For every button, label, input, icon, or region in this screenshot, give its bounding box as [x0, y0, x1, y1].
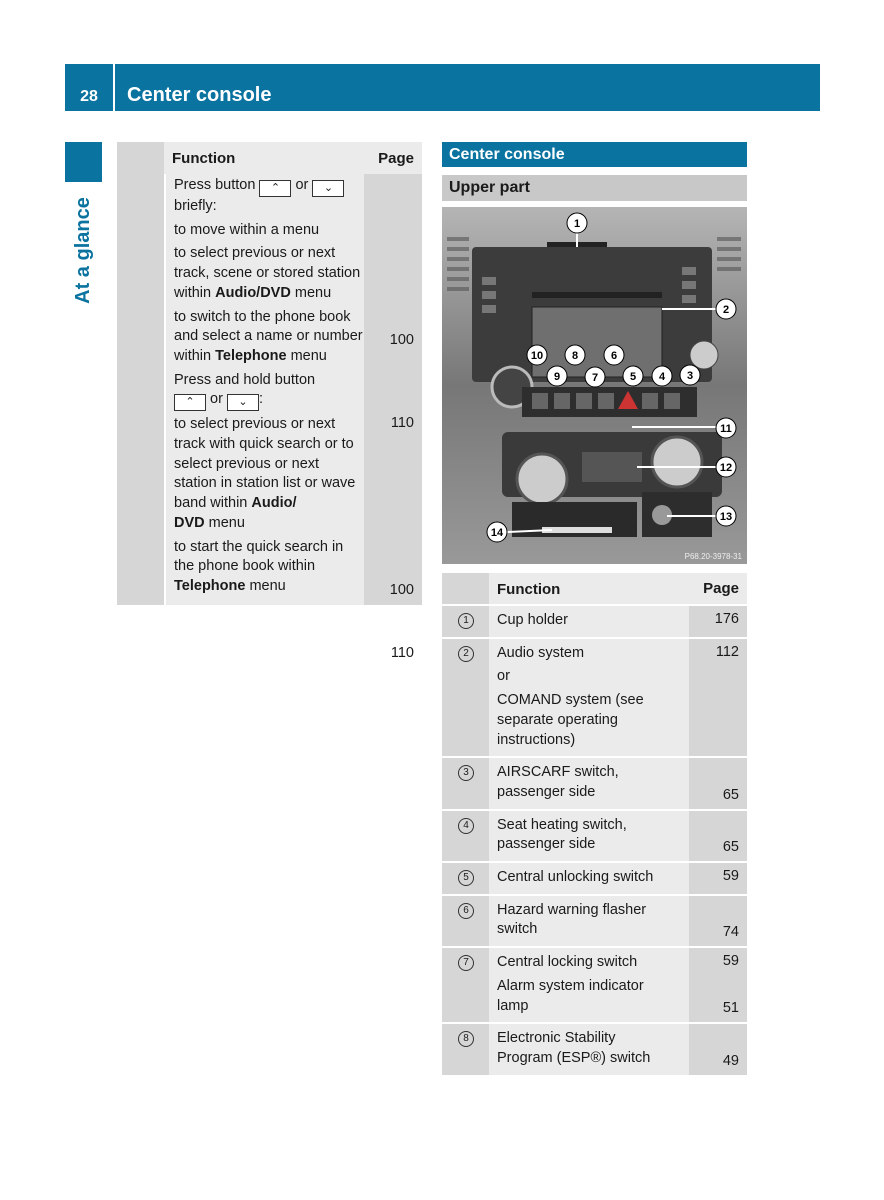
callout-4 [652, 366, 672, 386]
col-function: Function [489, 573, 689, 604]
down-button-icon: ⌄ [312, 180, 344, 197]
up-button-icon: ⌃ [259, 180, 291, 197]
callout-number: 6 [458, 903, 474, 919]
header-bar [65, 64, 820, 111]
callout-number: 4 [458, 818, 474, 834]
callout-8 [565, 345, 585, 365]
callout-label: 9 [553, 371, 561, 383]
photo-code: P68.20-3978-31 [684, 552, 742, 561]
callout-number: 8 [458, 1031, 474, 1047]
callout-label: 10 [530, 350, 544, 362]
callout-label: 7 [591, 372, 599, 384]
center-console-photo [442, 207, 747, 564]
page-ref: 49 [722, 1052, 739, 1069]
table-row: 8 Electronic Stability Program (ESP®) switch 49 [442, 1024, 747, 1076]
page-ref: 112 [715, 643, 739, 660]
subsection-title: Upper part [442, 175, 747, 201]
page-ref: 100 [389, 582, 414, 598]
callout-label: 4 [658, 371, 666, 383]
side-tab [68, 190, 98, 310]
page-title: Center console [127, 84, 272, 106]
callout-label: 2 [722, 304, 730, 316]
callout-7 [585, 367, 605, 387]
page-number: 28 [65, 64, 115, 111]
callout-label: 13 [719, 511, 733, 523]
list-item: to select previous or next track with quick search or to select previous or next station in station list or wave band within Audio/ DVD menu [174, 416, 356, 531]
callout-label: 3 [686, 370, 694, 382]
table-row: 4 Seat heating switch, passenger side 65 [442, 811, 747, 863]
section-title: Center console [442, 142, 747, 167]
callout-label: 14 [490, 527, 504, 539]
page-ref: 176 [714, 611, 739, 627]
callout-6 [604, 345, 624, 365]
callout-number: 2 [458, 646, 474, 662]
table-row: 7 Central locking switch Alarm system indicator lamp 59 51 [442, 948, 747, 1024]
left-function-table [117, 142, 422, 661]
list-item: to move within a menu [174, 221, 320, 238]
table-row: 5 Central unlocking switch 59 [442, 863, 747, 896]
left-table-body [117, 174, 422, 661]
callout-label: 12 [719, 462, 733, 474]
callout-number: 7 [458, 955, 474, 971]
page-ref: 51 [722, 1000, 739, 1017]
page-ref: 110 [390, 645, 414, 661]
right-function-table [442, 573, 747, 1077]
callout-label: 6 [610, 350, 618, 362]
table-row: 6 Hazard warning flasher switch 74 [442, 896, 747, 948]
page-ref: 65 [722, 839, 739, 856]
right-table-header [442, 573, 747, 606]
callout-label: 1 [573, 218, 581, 230]
callout-number: 3 [458, 765, 474, 781]
col-page: Page [689, 573, 747, 604]
callout-number: 1 [458, 613, 474, 629]
table-row: 1 Cup holder 176 [442, 606, 747, 639]
page-ref: 65 [722, 786, 739, 803]
up-button-icon: ⌃ [174, 394, 206, 411]
callout-label: 5 [629, 371, 637, 383]
page-ref: 110 [390, 415, 414, 431]
left-table-header [117, 142, 422, 174]
list-item: to switch to the phone book and select a name or number within Telephone menu [174, 308, 363, 364]
down-button-icon: ⌄ [227, 394, 259, 411]
callout-3 [680, 365, 700, 385]
callout-9 [547, 366, 567, 386]
side-tab-label: At a glance [71, 196, 94, 304]
callout-5 [623, 366, 643, 386]
table-row: 2 Audio system or COMAND system (see separate operating instructions) 112 [442, 639, 747, 759]
list-item: to select previous or next track, scene or stored station within Audio/DVD menu [174, 245, 361, 301]
page-ref: 100 [389, 332, 414, 348]
press-instruction: Press button ⌃ or ⌄ briefly: [174, 176, 364, 217]
callout-10 [527, 345, 547, 365]
side-tab-block [65, 142, 102, 182]
list-item: to start the quick search in the phone book within Telephone menu [174, 538, 344, 594]
callout-label: 11 [720, 423, 732, 435]
page-ref: 59 [722, 868, 739, 885]
table-row: 3 AIRSCARF switch, passenger side 65 [442, 758, 747, 810]
callout-number: 5 [458, 870, 474, 886]
col-page: Page [364, 142, 422, 174]
col-function: Function [164, 142, 364, 174]
page-ref: 59 [722, 953, 739, 970]
callout-label: 8 [571, 350, 579, 362]
press-hold-instruction: Press and hold button ⌃ or ⌄ : [174, 371, 364, 412]
page-ref: 74 [722, 924, 739, 941]
